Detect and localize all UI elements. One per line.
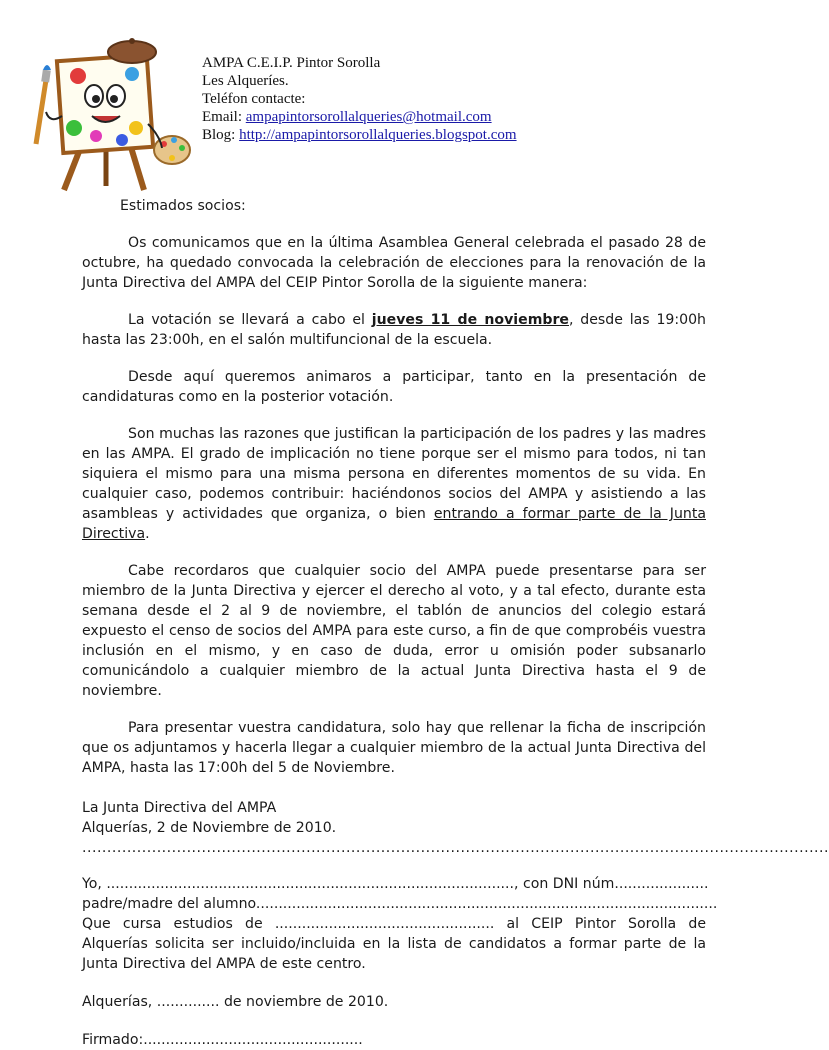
paragraph-1: Os comunicamos que en la última Asamblea General celebrada el pasado 28 de octubre, ha quedado convocada la celebración de elecciones para la renovación de la Junta Directiva del AMPA del CEIP Pintor Sorolla de la siguiente manera: (82, 235, 706, 291)
email-link[interactable]: ampapintorsorollalqueries@hotmail.com (245, 109, 492, 125)
form-studies-paragraph[interactable]: Que cursa estudios de ................................................. al CEIP Pintor Sorolla de Alquerías solicita ser incluido/incluida en la lista de candidatos a formar parte de la Junta Directiva del AMPA de este centro. (82, 916, 706, 972)
paragraph-3: Desde aquí queremos animaros a participar, tanto en la presentación de candidaturas como en la posterior votación. (82, 369, 706, 405)
letterhead (202, 54, 517, 144)
form-date-line[interactable]: Alquerías, .............. de noviembre de 2010. (82, 994, 389, 1010)
blog-line (202, 126, 517, 144)
form-signature-line[interactable]: Firmado:................................................. (82, 1032, 363, 1048)
town: Les Alqueríes. (202, 73, 289, 89)
paragraph-4-start: Son muchas las razones que justifican la participación de los padres y las madres en las AMPA. El grado de implicación no tiene porque ser el mismo para todos, ni tan siquiera el mismo para una misma persona en diferentes momentos de su vida. En cualquier caso, podemos contribuir: haciéndonos socios del AMPA y asistiendo a las asambleas y actividades que organiza, o bien (82, 426, 706, 522)
form-name-dni-line[interactable]: Yo, ..........................................................................................., con DNI núm..................... (82, 876, 709, 892)
greeting: Estimados socios: (120, 198, 246, 214)
blog-label: Blog: (202, 127, 240, 143)
paragraph-6: Para presentar vuestra candidatura, solo hay que rellenar la ficha de inscripción que os adjuntamos y hacerla llegar a cualquier miembro de la actual Junta Directiva del AMPA, hasta las 17:00h del 5 de Noviembre. (82, 720, 706, 776)
painter-easel-mascot-icon (22, 24, 192, 192)
phone-label: Teléfon contacte: (202, 91, 306, 107)
organization-name: AMPA C.E.I.P. Pintor Sorolla (202, 55, 381, 71)
email-line (202, 108, 517, 126)
signature-line-1: La Junta Directiva del AMPA (82, 800, 277, 816)
join-board-text: entrando a formar parte de la Junta Directiva (82, 506, 706, 542)
paragraph-4-end: . (145, 526, 150, 542)
paragraph-5: Cabe recordaros que cualquier socio del AMPA puede presentarse para ser miembro de la Junta Directiva y ejercer el derecho al voto, y a tal efecto, durante esta semana desde el 2 al 9 de noviembre, el tablón de anuncios del colegio estará expuesto el censo de socios del AMPA para este curso, a fin de que comprobéis vuestra inclusión en el mismo, y en caso de duda, error u omisión poder subsanarlo comunicándolo a cualquier miembro de la actual Junta Directiva hasta el 9 de noviembre. (82, 563, 706, 699)
letter-body (82, 196, 829, 1050)
paragraph-2-start: La votación se llevará a cabo el (128, 312, 372, 328)
paragraph-2-end: , desde las 19:00h hasta las 23:00h, en el salón multifuncional de la escuela. (82, 312, 706, 348)
signature-line-2: Alquerías, 2 de Noviembre de 2010. (82, 820, 337, 836)
email-label: Email: (202, 109, 246, 125)
paragraph-2 (82, 310, 706, 350)
blog-link[interactable]: http://ampapintorsorollalqueries.blogspot.com (239, 127, 517, 143)
form-parent-line[interactable]: padre/madre del alumno....................................................................................................... (82, 896, 718, 912)
cut-separator: ...................................................................................................................................................... (82, 840, 829, 856)
registration-form (82, 874, 718, 1050)
paragraph-4 (82, 424, 706, 544)
vote-date: jueves 11 de noviembre (371, 312, 569, 328)
signature-block (82, 798, 706, 838)
